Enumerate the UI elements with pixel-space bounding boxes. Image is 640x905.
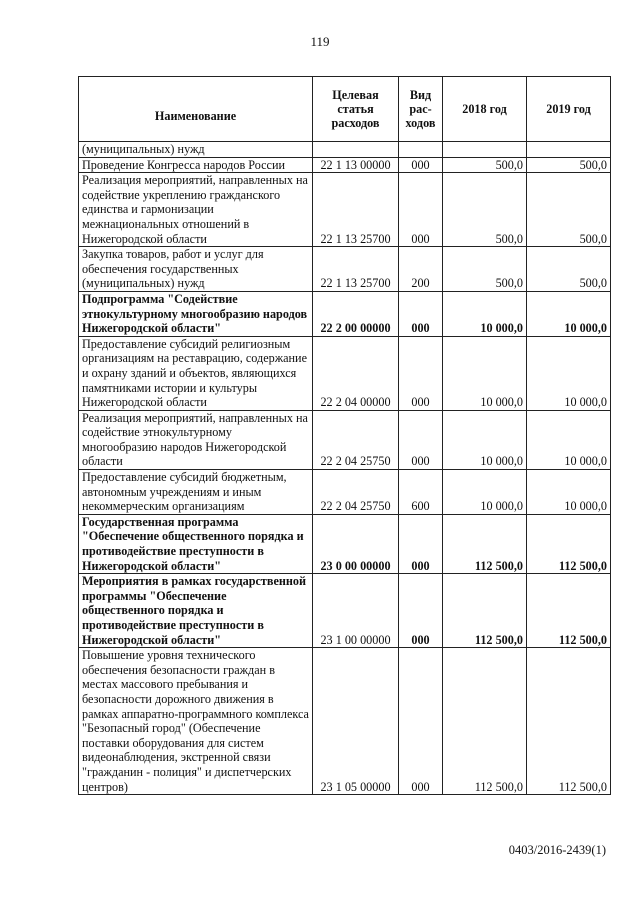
header-target-article: Целевая статья расходов: [313, 77, 399, 142]
table-row: [79, 648, 611, 795]
page-number: 119: [310, 34, 330, 49]
row-expense-type: 000: [399, 514, 443, 573]
row-target-code: 22 2 04 25750: [313, 410, 399, 469]
row-target-code: 22 1 13 25700: [313, 247, 399, 292]
row-amount-2018: 500,0: [443, 157, 527, 173]
table-row: [79, 336, 611, 410]
row-amount-2018: 10 000,0: [443, 291, 527, 336]
header-year-2018: 2018 год: [443, 77, 527, 142]
row-name: Подпрограмма "Содействие этнокультурному многообразию народов Нижегородской области": [79, 291, 313, 336]
row-amount-2018: 112 500,0: [443, 514, 527, 573]
row-amount-2019: 10 000,0: [527, 291, 611, 336]
row-amount-2018: 10 000,0: [443, 410, 527, 469]
document-code: 0403/2016-2439(1): [508, 843, 606, 857]
row-amount-2019: 112 500,0: [527, 648, 611, 795]
row-name: Предоставление субсидий религиозным организациям на реставрацию, содержание и охрану зданий и объектов, являющихся памятниками истории и культуры Нижегородской области: [79, 336, 313, 410]
table-row-program: [79, 514, 611, 573]
row-amount-2018: 112 500,0: [443, 648, 527, 795]
table-row: [79, 247, 611, 292]
row-expense-type: 000: [399, 291, 443, 336]
row-name: Мероприятия в рамках государственной программы "Обеспечение общественного порядка и противодействие преступности в Нижегородской области": [79, 574, 313, 648]
table-row: [79, 142, 611, 158]
row-expense-type: 000: [399, 336, 443, 410]
row-amount-2018: 500,0: [443, 173, 527, 247]
row-expense-type: 000: [399, 157, 443, 173]
header-expense-type: Вид рас-ходов: [399, 77, 443, 142]
row-amount-2019: 10 000,0: [527, 336, 611, 410]
row-expense-type: 200: [399, 247, 443, 292]
row-expense-type: 600: [399, 470, 443, 515]
header-name: Наименование: [79, 77, 313, 142]
table-row: [79, 173, 611, 247]
row-expense-type: [399, 142, 443, 158]
row-amount-2019: 500,0: [527, 247, 611, 292]
row-target-code: 22 1 13 00000: [313, 157, 399, 173]
row-target-code: 23 0 00 00000: [313, 514, 399, 573]
row-target-code: [313, 142, 399, 158]
row-name: Закупка товаров, работ и услуг для обеспечения государственных (муниципальных) нужд: [79, 247, 313, 292]
row-amount-2018: 112 500,0: [443, 574, 527, 648]
row-name: Реализация мероприятий, направленных на содействие укреплению гражданского единства и гармонизации межнациональных отношений в Нижегородской области: [79, 173, 313, 247]
row-amount-2019: 10 000,0: [527, 470, 611, 515]
table-row: [79, 470, 611, 515]
row-amount-2019: 10 000,0: [527, 410, 611, 469]
row-expense-type: 000: [399, 648, 443, 795]
row-expense-type: 000: [399, 173, 443, 247]
row-name: Государственная программа "Обеспечение общественного порядка и противодействие преступности в Нижегородской области": [79, 514, 313, 573]
row-expense-type: 000: [399, 574, 443, 648]
row-target-code: 22 1 13 25700: [313, 173, 399, 247]
row-amount-2018: 500,0: [443, 247, 527, 292]
row-name: Реализация мероприятий, направленных на содействие этнокультурному многообразию народов Нижегородской области: [79, 410, 313, 469]
table-header-row: [79, 77, 611, 142]
row-target-code: 22 2 00 00000: [313, 291, 399, 336]
row-amount-2018: 10 000,0: [443, 336, 527, 410]
row-target-code: 23 1 00 00000: [313, 574, 399, 648]
budget-table: [78, 76, 611, 795]
row-name: (муниципальных) нужд: [79, 142, 313, 158]
row-amount-2019: 112 500,0: [527, 574, 611, 648]
row-expense-type: 000: [399, 410, 443, 469]
row-name: Повышение уровня технического обеспечения безопасности граждан в местах массового пребывания и безопасности дорожного движения в рамках аппаратно-программного комплекса "Безопасный город" (Обеспечение поставки оборудования для систем видеонаблюдения, экстренной связи "гражданин - полиция" и диспетчерских центров): [79, 648, 313, 795]
row-amount-2019: 112 500,0: [527, 514, 611, 573]
row-amount-2019: [527, 142, 611, 158]
table-row-measures: [79, 574, 611, 648]
row-target-code: 23 1 05 00000: [313, 648, 399, 795]
row-amount-2018: [443, 142, 527, 158]
table-row-subprogram: [79, 291, 611, 336]
row-target-code: 22 2 04 25750: [313, 470, 399, 515]
header-year-2019: 2019 год: [527, 77, 611, 142]
row-amount-2019: 500,0: [527, 157, 611, 173]
table-row: [79, 157, 611, 173]
row-amount-2019: 500,0: [527, 173, 611, 247]
row-name: Предоставление субсидий бюджетным, автономным учреждениям и иным некоммерческим организациям: [79, 470, 313, 515]
row-name: Проведение Конгресса народов России: [79, 157, 313, 173]
row-amount-2018: 10 000,0: [443, 470, 527, 515]
table-row: [79, 410, 611, 469]
row-target-code: 22 2 04 00000: [313, 336, 399, 410]
